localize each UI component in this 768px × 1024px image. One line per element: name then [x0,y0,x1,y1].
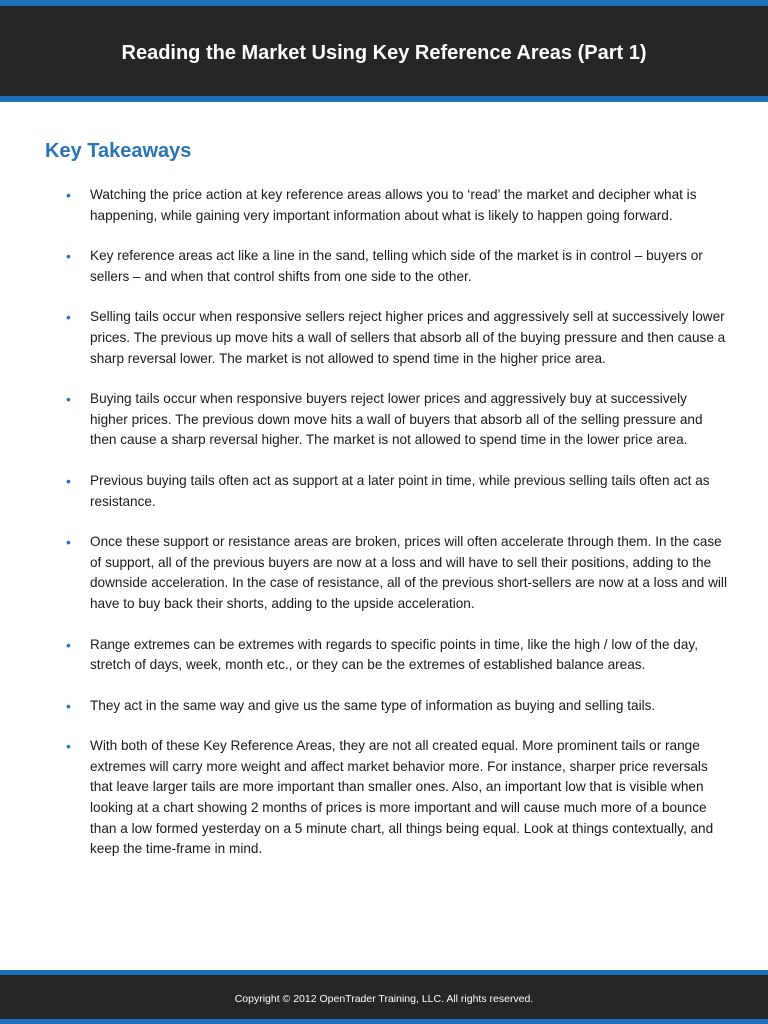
list-item [0,389,768,451]
document-title: Reading the Market Using Key Reference Areas (Part 1) [121,42,647,64]
bullet-icon: • [66,534,71,551]
list-item [0,696,768,717]
list-item [0,532,768,614]
list-item [0,185,768,226]
list-item-text: Buying tails occur when responsive buyers reject lower prices and aggressively buy at successively higher prices. The previous down move hits a wall of buyers that absorb all of the selling pressure and then cause a sharp reversal higher. The market is not allowed to spend time in the lower price area. [90,391,703,448]
takeaways-list [0,185,768,880]
list-item [0,471,768,512]
page-header [0,0,768,102]
copyright-notice: Copyright © 2012 OpenTrader Training, LLC. All rights reserved. [234,993,534,1005]
bullet-icon: • [66,309,71,326]
list-item-text: Previous buying tails often act as support at a later point in time, while previous selling tails often act as resistance. [90,472,710,509]
list-item-text: With both of these Key Reference Areas, they are not all created equal. More prominent tails or range extremes will carry more weight and affect market behavior more. For instance, sharper price reversals that leave larger tails are more important than smaller ones. Also, an important low that is visible when looking at a chart showing 2 months of prices is more important and will cause much more of a bounce than a low formed yesterday on a 5 minute chart, all things being equal. Look at things contextually, and keep the time-frame in mind. [90,738,714,857]
bullet-icon: • [66,697,71,714]
list-item-text: Once these support or resistance areas are broken, prices will often accelerate through them. In the case of support, all of the previous buyers are now at a loss and will have to sell their positions, adding to the downside acceleration. In the case of resistance, all of the previous short-sellers are now at a loss and will have to buy back their shorts, adding to the upside acceleration. [90,534,727,611]
section-heading-key-takeaways: Key Takeaways [45,140,192,162]
bullet-icon: • [66,472,71,489]
bullet-icon: • [66,738,71,755]
page-footer [0,970,768,1024]
list-item-text: They act in the same way and give us the same type of information as buying and selling tails. [90,697,656,713]
list-item [0,736,768,860]
bullet-icon: • [66,636,71,653]
bullet-icon: • [66,248,71,265]
list-item-text: Selling tails occur when responsive sellers reject higher prices and aggressively sell at successively lower prices. The previous up move hits a wall of sellers that absorb all of the buying pressure and then cause a sharp reversal lower. The market is not allowed to spend time in the higher price area. [90,309,726,366]
list-item [0,246,768,287]
list-item [0,635,768,676]
bullet-icon: • [66,391,71,408]
list-item [0,307,768,369]
list-item-text: Key reference areas act like a line in the sand, telling which side of the market is in control – buyers or sellers – and when that control shifts from one side to the other. [90,248,703,284]
list-item-text: Range extremes can be extremes with regards to specific points in time, like the high / low of the day, stretch of days, week, month etc., or they can be the extremes of established balance areas. [90,636,698,673]
list-item-text: Watching the price action at key reference areas allows you to ‘read’ the market and decipher what is happening, while gaining very important information about what is likely to happen going forward. [90,187,697,223]
bullet-icon: • [66,187,71,203]
